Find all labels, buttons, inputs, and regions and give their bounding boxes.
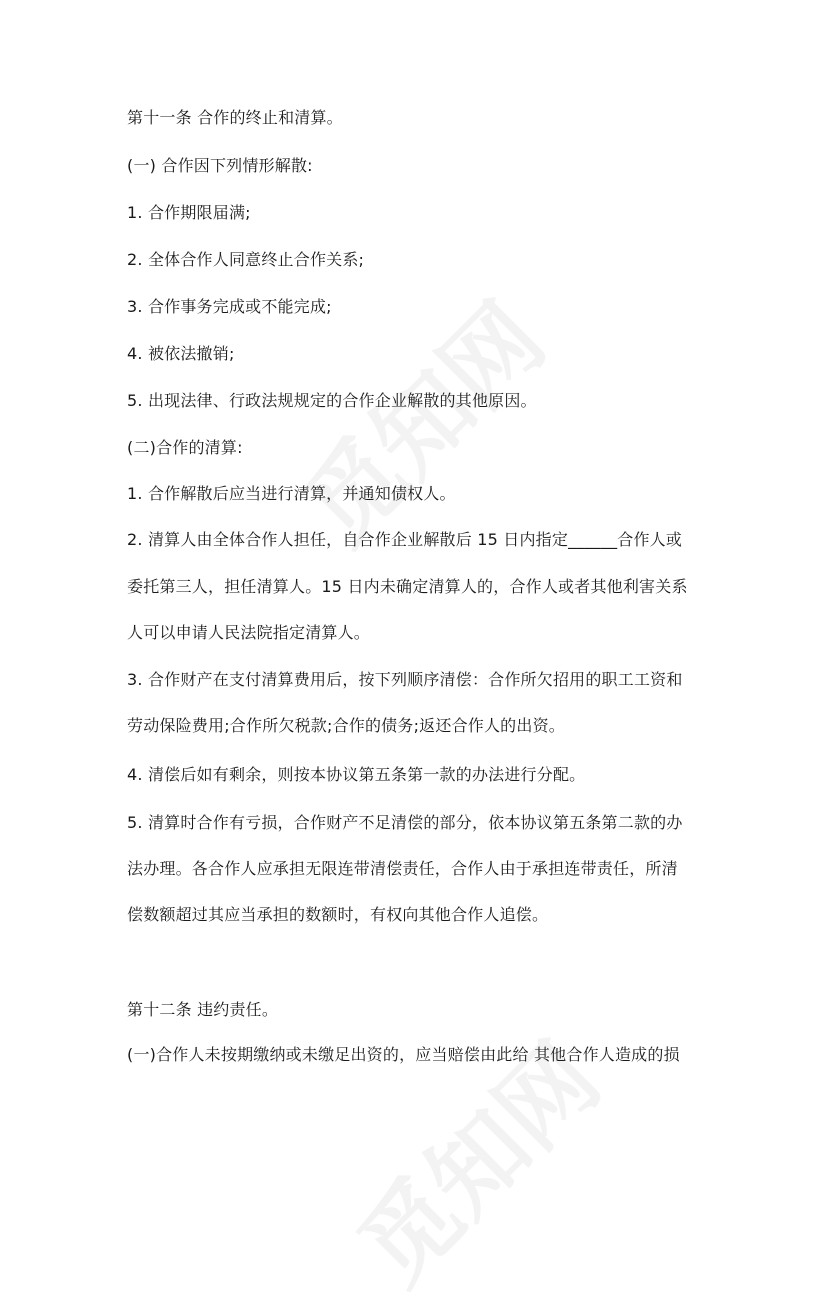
liquidation-item-1: 1. 合作解散后应当进行清算，并通知债权人。 — [127, 484, 456, 503]
liquidation-item-2-line-3: 人可以申请人民法院指定清算人。 — [127, 623, 371, 642]
dissolution-item-5: 5. 出现法律、行政法规规定的合作企业解散的其他原因。 — [127, 391, 537, 410]
liquidation-item-5-line-2: 法办理。各合作人应承担无限连带清偿责任，合作人由于承担连带责任，所清 — [127, 859, 678, 878]
liquidation-item-3-line-2: 劳动保险费用;合作所欠税款;合作的债务;返还合作人的出资。 — [127, 716, 565, 735]
liquidation-item-2-line-1: 2. 清算人由全体合作人担任，自合作企业解散后 15 日内指定______合作人或 — [127, 530, 683, 549]
liquidation-item-3-line-1: 3. 合作财产在支付清算费用后，按下列顺序清偿：合作所欠招用的职工工资和 — [127, 670, 683, 689]
dissolution-heading: (一) 合作因下列情形解散: — [127, 156, 313, 175]
liquidation-item-5-line-3: 偿数额超过其应当承担的数额时，有权向其他合作人追偿。 — [127, 905, 549, 924]
dissolution-item-2: 2. 全体合作人同意终止合作关系; — [127, 250, 365, 269]
article-11-heading: 第十一条 合作的终止和清算。 — [127, 108, 343, 127]
dissolution-item-4: 4. 被依法撤销; — [127, 344, 235, 363]
dissolution-item-1: 1. 合作期限届满; — [127, 203, 251, 222]
liquidation-item-2-line-2: 委托第三人，担任清算人。15 日内未确定清算人的，合作人或者其他利害关系 — [127, 577, 688, 596]
breach-item-1-line-1: (一)合作人未按期缴纳或未缴足出资的，应当赔偿由此给 其他合作人造成的损 — [127, 1045, 680, 1064]
liquidation-item-5-line-1: 5. 清算时合作有亏损，合作财产不足清偿的部分，依本协议第五条第二款的办 — [127, 813, 683, 832]
article-12-heading: 第十二条 违约责任。 — [127, 1000, 279, 1019]
dissolution-item-3: 3. 合作事务完成或不能完成; — [127, 297, 332, 316]
liquidation-item-4: 4. 清偿后如有剩余，则按本协议第五条第一款的办法进行分配。 — [127, 765, 586, 784]
liquidation-heading: (二)合作的清算: — [127, 438, 243, 457]
